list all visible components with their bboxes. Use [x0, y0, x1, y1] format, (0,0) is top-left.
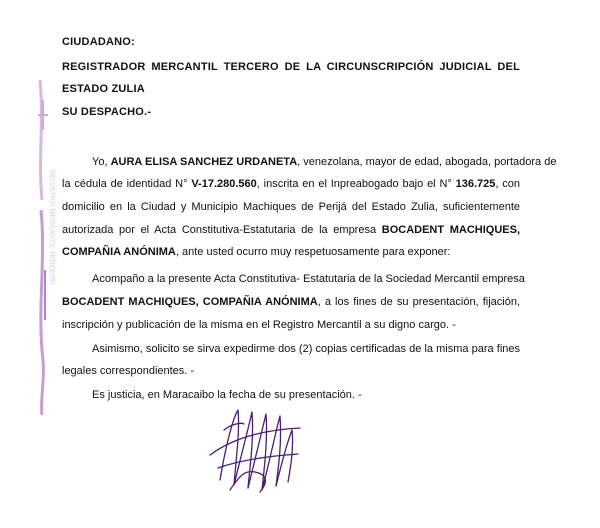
body-line: inscripción y publicación de la misma en el Registro Mercantil a su digno cargo. - [62, 319, 456, 331]
company-name: BOCADENT MACHIQUES, COMPAÑIA ANÓNIMA [62, 296, 318, 308]
petitioner-name: AURA ELISA SANCHEZ URDANETA [110, 156, 298, 168]
bar-number: 136.725 [455, 178, 496, 190]
stamp-mark [32, 60, 54, 420]
body-line: legales correspondientes. - [62, 365, 195, 377]
stamp-text: REGISTRO MERCANTIL TERCERO [48, 170, 55, 285]
addressee-line-1: REGISTRADOR MERCANTIL TERCERO DE LA CIRCUNSCRIPCIÓN JUDICIAL DEL [62, 61, 520, 73]
body-line: domicilio en la Ciudad y Municipio Machiques de Perijá del Estado Zulia, suficientemente [62, 201, 520, 213]
body-line: Es justicia, en Maracaibo la fecha de su presentación. - [92, 389, 362, 401]
company-name: BOCADENT MACHIQUES, [381, 224, 521, 236]
body-line: autorizada por el Acta Constitutiva-Estatutaria de la empresa BOCADENT MACHIQUES, [62, 224, 521, 236]
body-line: BOCADENT MACHIQUES, COMPAÑIA ANÓNIMA, a los fines de su presentación, fijación, [62, 296, 521, 308]
closing-line: SU DESPACHO.- [62, 106, 152, 118]
body-line: la cédula de identidad N° V-17.280.560, inscrita en el Inpreabogado bajo el N° 136.725, con [62, 178, 521, 190]
company-name: COMPAÑIA ANÓNIMA [62, 246, 176, 258]
id-number: V-17.280.560 [191, 178, 257, 190]
body-line: COMPAÑIA ANÓNIMA, ante usted ocurro muy respetuosamente para exponer: [62, 246, 451, 258]
body-line: Asimismo, solicito se sirva expedirme dos (2) copias certificadas de la misma para fines [92, 343, 520, 355]
body-line: Acompaño a la presente Acta Constitutiva- Estatutaria de la Sociedad Mercantil empresa [92, 273, 525, 285]
body-line: Yo, AURA ELISA SANCHEZ URDANETA, venezolana, mayor de edad, abogada, portadora de [92, 156, 557, 168]
addressee-line-2: ESTADO ZULIA [62, 83, 145, 95]
salutation: CIUDADANO: [62, 36, 135, 48]
signature [200, 400, 310, 495]
